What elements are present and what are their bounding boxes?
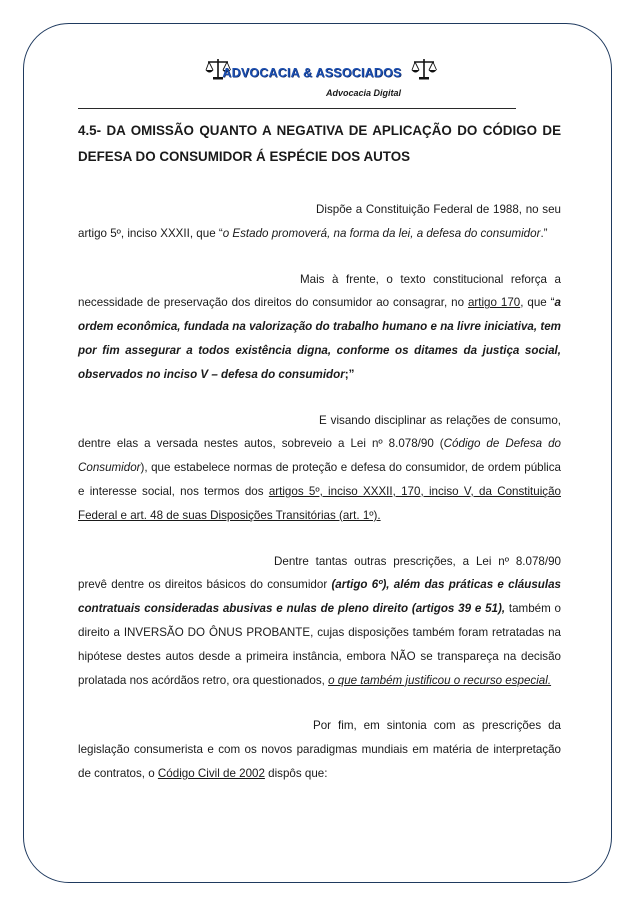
article-link: artigos 5º, inciso XXXII, 170, inciso V, da Constituição Federal e art. 48 de suas Disposições Transitórias (art. 1º). [78, 484, 561, 522]
text-run: Mais à frente, o texto constitucional reforça a necessidade de preservação dos direitos do consumidor ao consagrar, no [78, 272, 561, 310]
paragraph-constitution-art170 [78, 268, 561, 387]
text-run: , que “ [520, 296, 555, 310]
paragraph-constitution-art5 [78, 198, 561, 246]
quote-text: a ordem econômica, fundada na valorização do trabalho humano e na livre iniciativa, tem por fim assegurar a todos existência digna, conforme os ditames da justiça social, observados no inciso V – defesa do consumidor [78, 296, 561, 381]
document-body [78, 118, 561, 786]
text-run: Dispõe a Constituição Federal de 1988, no seu artigo 5º, inciso XXXII, que “ [78, 203, 561, 240]
scales-of-justice-icon [411, 57, 437, 81]
text-run: E visando disciplinar as relações de consumo, dentre elas a versada nestes autos, sobreveio a Lei nº 8.078/90 ( [78, 413, 561, 451]
article-link: Código Civil de 2002 [157, 766, 265, 780]
paragraph-cdc-law [78, 409, 561, 528]
emphasis-text: (artigo 6º), além das práticas e cláusulas contratuais consideradas abusivas e nulas de pleno direito (artigos 39 e 51), [78, 578, 561, 616]
emphasis-underlined: o que também justificou o recurso especial. [328, 673, 552, 687]
text-run: .” [540, 226, 548, 240]
text-run: dispôs que: [264, 766, 328, 780]
quote-text: o Estado promoverá, na forma da lei, a defesa do consumidor [222, 226, 541, 240]
letterhead [78, 54, 516, 112]
law-name: Código de Defesa do Consumidor [78, 437, 561, 475]
text-run: Dentre tantas outras prescrições, a Lei nº 8.078/90 prevê dentre os direitos básicos do consumidor [78, 554, 561, 592]
firm-name: ADVOCACIA & ASSOCIADOS [222, 66, 402, 80]
text-run: ), que estabelece normas de proteção e defesa do consumidor, de ordem pública e interesse social, nos termos dos [78, 461, 561, 498]
section-title: 4.5- DA OMISSÃO QUANTO A NEGATIVA DE APLICAÇÃO DO CÓDIGO DE DEFESA DO CONSUMIDOR Á ESPÉCIE DOS AUTOS [78, 123, 561, 164]
text-run: Por fim, em sintonia com as prescrições da legislação consumerista e com os novos paradigmas mundiais em matéria de interpretação de contratos, o [78, 719, 561, 780]
article-link: artigo 170 [467, 296, 521, 310]
paragraph-civil-code [78, 714, 561, 785]
text-run: também o direito a INVERSÃO DO ÔNUS PROBANTE, cujas disposições também foram retratadas na hipótese destes autos desde a primeira instância, embora NÃO se transpareça na decisão prolatada nos acórdãos retro, ora questionados, [78, 602, 561, 687]
tagline: Advocacia Digital [326, 88, 402, 98]
text-run: ;” [344, 367, 355, 381]
paragraph-consumer-rights [78, 550, 561, 693]
header-rule [78, 108, 516, 109]
